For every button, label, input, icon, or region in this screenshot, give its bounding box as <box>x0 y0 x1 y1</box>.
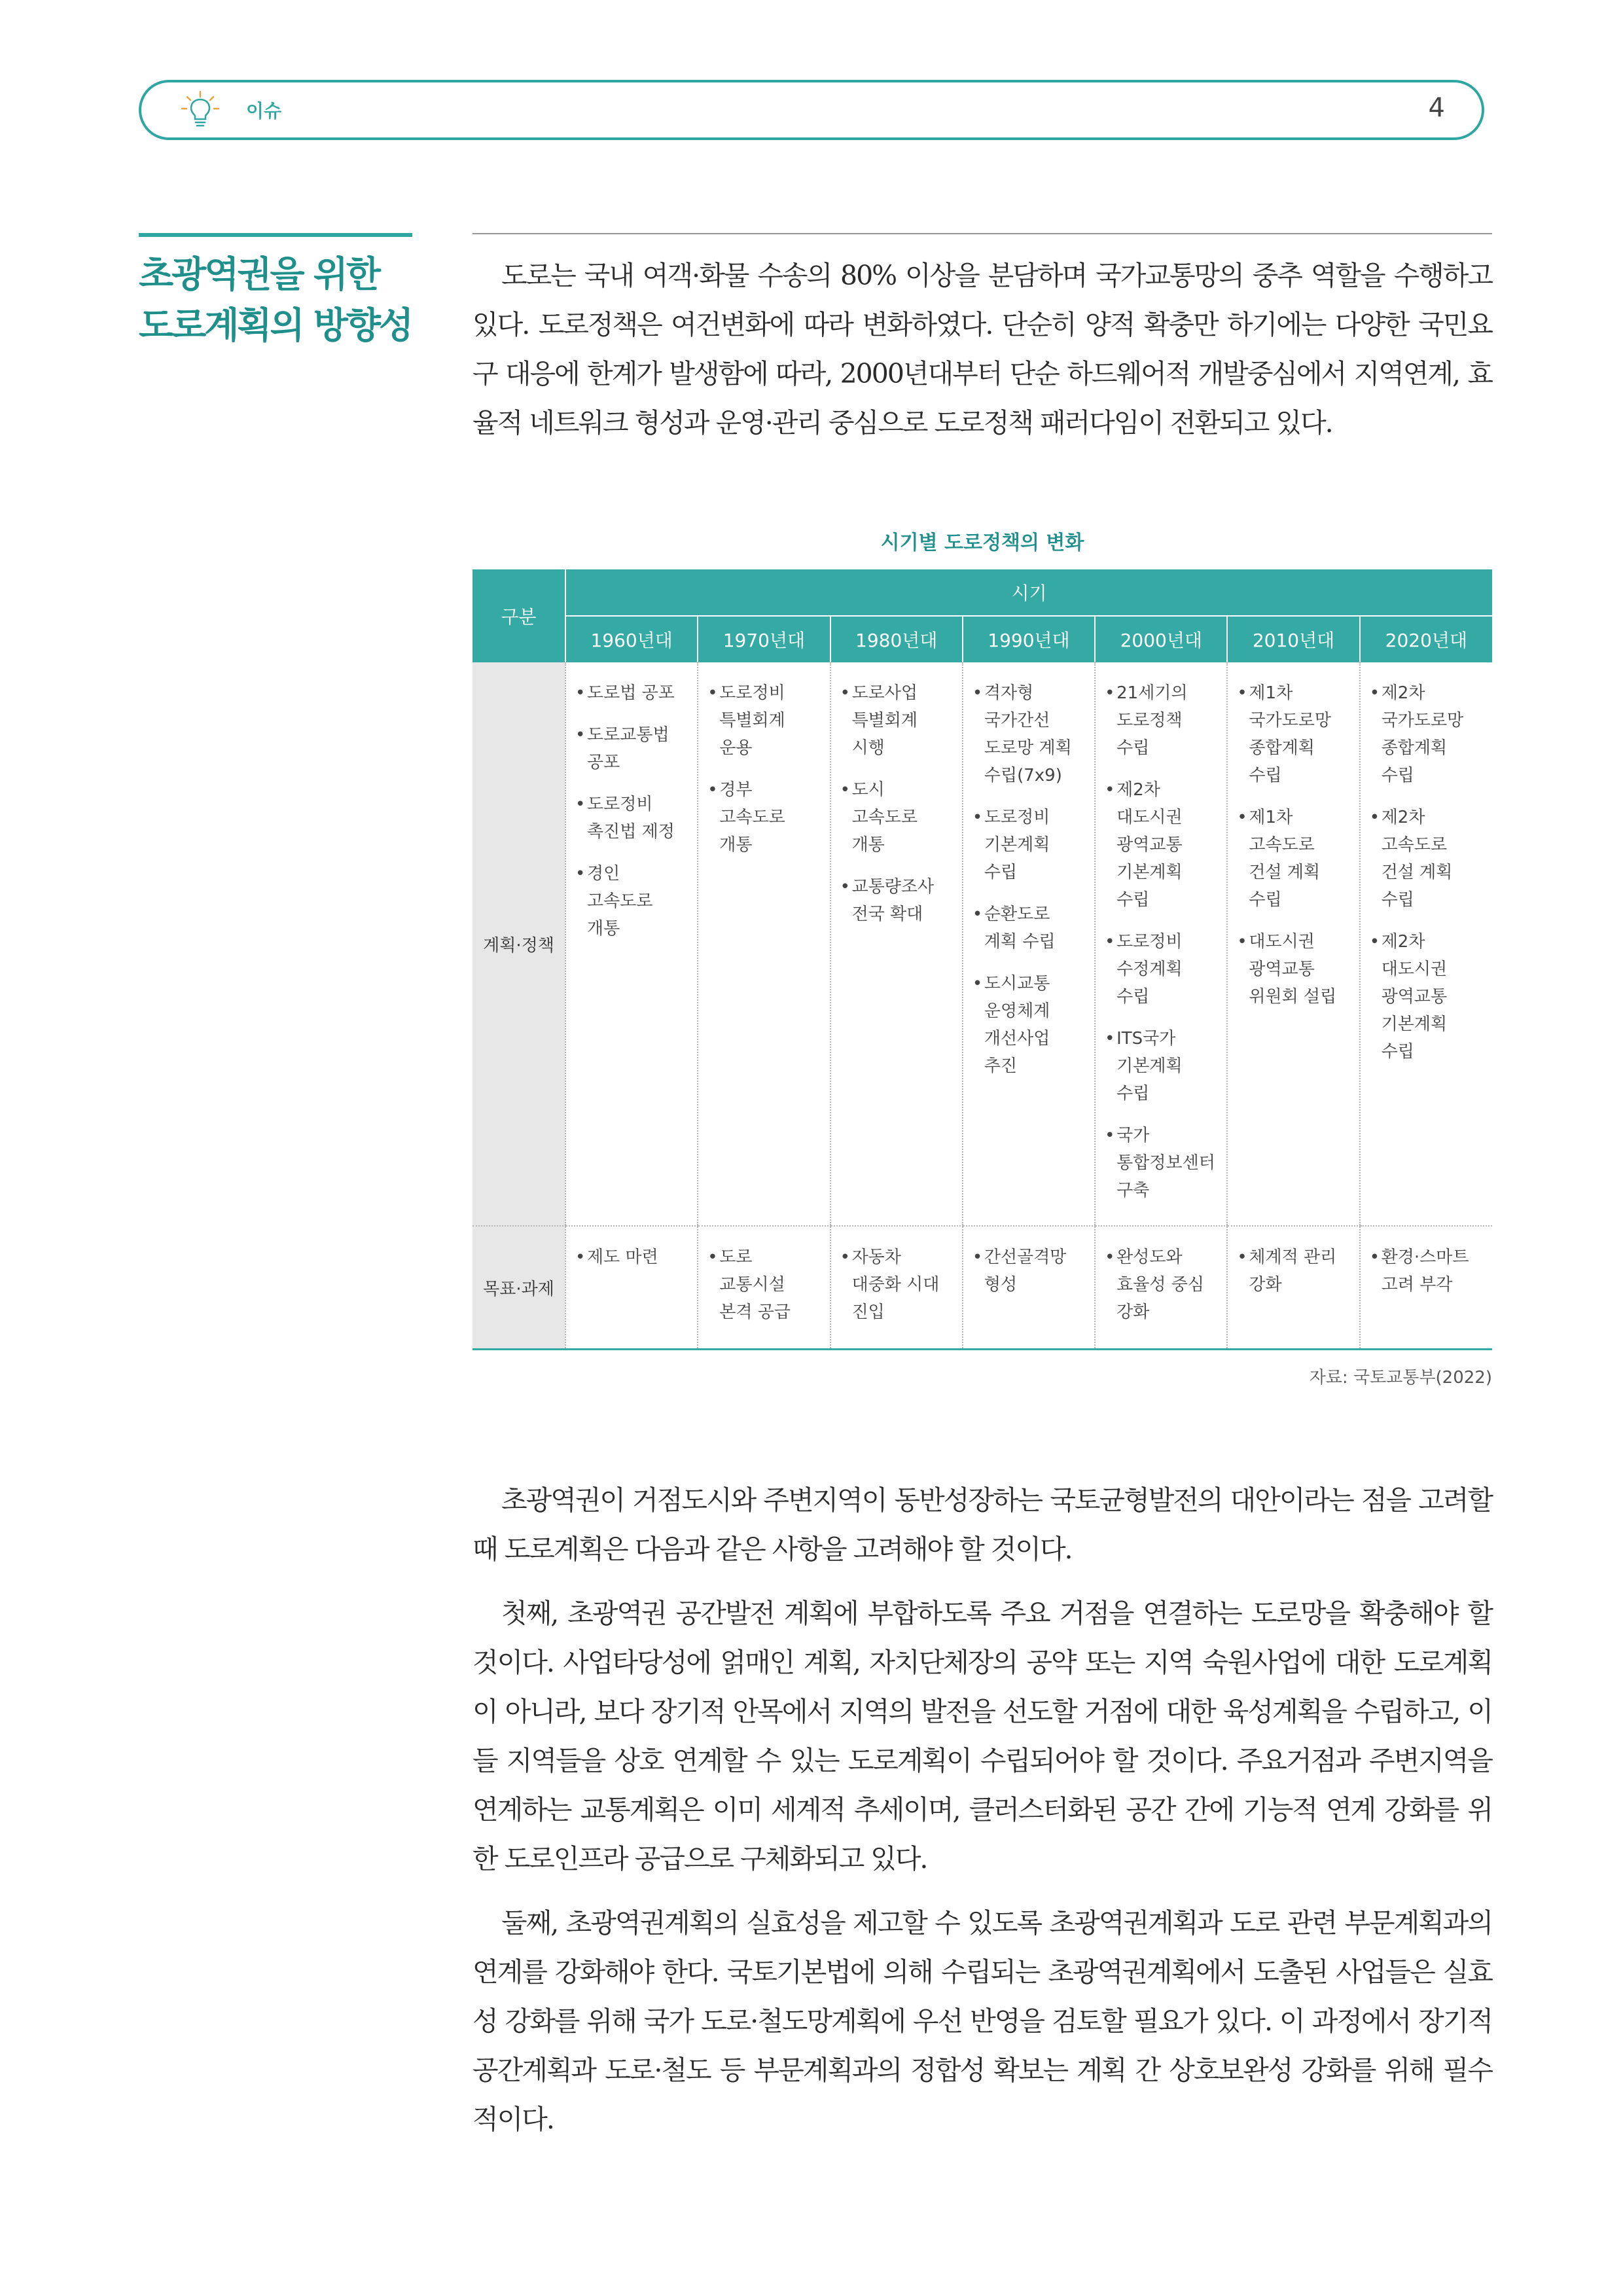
list-item: • 도로정비 촉진법 제정 <box>575 791 689 846</box>
table-cell <box>1227 662 1359 1226</box>
table-cell <box>698 1226 830 1350</box>
header-decade: 1970년대 <box>698 616 830 662</box>
table-caption: 시기별 도로정책의 변화 <box>880 531 1084 554</box>
header-decade: 1960년대 <box>565 616 698 662</box>
list-item: • 완성도와 효율성 중심 강화 <box>1105 1244 1219 1326</box>
row-label: 계획·정책 <box>473 662 565 1226</box>
section-title-line2: 도로계획의 방향성 <box>139 304 412 346</box>
header-gubun: 구분 <box>473 569 565 662</box>
list-item: • 제2차 대도시권 광역교통 기본계획 수립 <box>1370 928 1484 1066</box>
list-item: • ITS국가 기본계획 수립 <box>1105 1025 1219 1107</box>
list-item: • 대도시권 광역교통 위원회 설립 <box>1237 928 1351 1011</box>
list-item: • 도로정비 수정계획 수립 <box>1105 928 1219 1011</box>
text-rule <box>473 233 1492 234</box>
header-decade: 2000년대 <box>1095 616 1227 662</box>
list-item: • 자동차 대중화 시대 진입 <box>840 1244 954 1326</box>
list-item: • 국가 통합정보센터 구축 <box>1105 1122 1219 1204</box>
list-item: • 도로 교통시설 본격 공급 <box>707 1244 821 1326</box>
table-cell <box>698 662 830 1226</box>
section-title-line1: 초광역권을 위한 <box>139 253 380 295</box>
table-cell <box>1360 1226 1492 1350</box>
header-decade: 2020년대 <box>1360 616 1492 662</box>
table-cell <box>830 662 963 1226</box>
list-item: • 도로교통법 공포 <box>575 721 689 776</box>
page-number: 4 <box>1428 93 1445 123</box>
policy-table <box>473 569 1492 1350</box>
header-decade: 1980년대 <box>830 616 963 662</box>
list-item: • 제2차 고속도로 건설 계획 수립 <box>1370 804 1484 914</box>
intro-paragraph: 도로는 국내 여객·화물 수송의 80% 이상을 분담하며 국가교통망의 중추 역할을 수행하고 있다. 도로정책은 여건변화에 따라 변화하였다. 단순히 양적 확충만 하기에는 다양한 국민요구 대응에 한계가 발생함에 따라, 2000년대부터 단순 하드웨어적 개발중심에서 지역연계, 효율적 네트워크 형성과 운영·관리 중심으로 도로정책 패러다임이 전환되고 있다. <box>473 260 1492 439</box>
list-item: • 도로법 공포 <box>575 679 689 707</box>
list-item: • 순환도로 계획 수립 <box>972 901 1086 956</box>
header-period: 시기 <box>565 569 1492 616</box>
list-item: • 도시 고속도로 개통 <box>840 776 954 859</box>
table-cell <box>830 1226 963 1350</box>
table-row <box>473 662 1492 1226</box>
table-cell <box>1227 1226 1359 1350</box>
list-item: • 격자형 국가간선 도로망 계획 수립(7x9) <box>972 679 1086 789</box>
list-item: • 간선골격망 형성 <box>972 1244 1086 1299</box>
list-item: • 제1차 고속도로 건설 계획 수립 <box>1237 804 1351 914</box>
list-item: • 제2차 대도시권 광역교통 기본계획 수립 <box>1105 776 1219 914</box>
table-cell <box>963 1226 1095 1350</box>
row-label: 목표·과제 <box>473 1226 565 1350</box>
section-label: 이슈 <box>246 100 282 122</box>
header-decade: 1990년대 <box>963 616 1095 662</box>
body-paragraph-4: 둘째, 초광역권계획의 실효성을 제고할 수 있도록 초광역권계획과 도로 관련 부문계획과의 연계를 강화해야 한다. 국토기본법에 의해 수립되는 초광역권계획에서 도출된 사업들은 실효성 강화를 위해 국가 도로·철도망계획에 우선 반영을 검토할 필요가 있다. 이 과정에서 장기적 공간계획과 도로·철도 등 부문계획과의 정합성 확보는 계획 간 상호보완성 강화를 위해 필수적이다. <box>473 1907 1492 2135</box>
table-row <box>473 1226 1492 1350</box>
list-item: • 도시교통 운영체계 개선사업 추진 <box>972 970 1086 1080</box>
list-item: • 제도 마련 <box>575 1244 689 1271</box>
table-cell <box>1360 662 1492 1226</box>
body-paragraph-2: 초광역권이 거점도시와 주변지역이 동반성장하는 국토균형발전의 대안이라는 점을 고려할 때 도로계획은 다음과 같은 사항을 고려해야 할 것이다. <box>473 1484 1492 1565</box>
list-item: • 제1차 국가도로망 종합계획 수립 <box>1237 679 1351 789</box>
list-item: • 교통량조사 전국 확대 <box>840 873 954 928</box>
list-item: • 도로사업 특별회계 시행 <box>840 679 954 762</box>
table-cell <box>565 1226 698 1350</box>
table-source: 자료: 국토교통부(2022) <box>1309 1368 1492 1388</box>
table-cell <box>963 662 1095 1226</box>
header-bar <box>139 80 1484 140</box>
table-cell <box>1095 662 1227 1226</box>
list-item: • 환경·스마트 고려 부각 <box>1370 1244 1484 1299</box>
list-item: • 제2차 국가도로망 종합계획 수립 <box>1370 679 1484 789</box>
section-title <box>139 249 420 351</box>
list-item: • 21세기의 도로정책 수립 <box>1105 679 1219 762</box>
list-item: • 경부 고속도로 개통 <box>707 776 821 859</box>
list-item: • 체계적 관리 강화 <box>1237 1244 1351 1299</box>
table-cell <box>565 662 698 1226</box>
list-item: • 도로정비 특별회계 운용 <box>707 679 821 762</box>
header-decade: 2010년대 <box>1227 616 1359 662</box>
title-rule <box>139 233 412 237</box>
table-cell <box>1095 1226 1227 1350</box>
list-item: • 경인 고속도로 개통 <box>575 860 689 942</box>
body-paragraph-3: 첫째, 초광역권 공간발전 계획에 부합하도록 주요 거점을 연결하는 도로망을 확충해야 할 것이다. 사업타당성에 얽매인 계획, 자치단체장의 공약 또는 지역 숙원사업에 대한 도로계획이 아니라, 보다 장기적 안목에서 지역의 발전을 선도할 거점에 대한 육성계획을 수립하고, 이들 지역들을 상호 연계할 수 있는 도로계획이 수립되어야 할 것이다. 주요거점과 주변지역을 연계하는 교통계획은 이미 세계적 추세이며, 클러스터화된 공간 간에 기능적 연계 강화를 위한 도로인프라 공급으로 구체화되고 있다. <box>473 1598 1492 1874</box>
list-item: • 도로정비 기본계획 수립 <box>972 804 1086 886</box>
lightbulb-icon <box>179 89 221 131</box>
